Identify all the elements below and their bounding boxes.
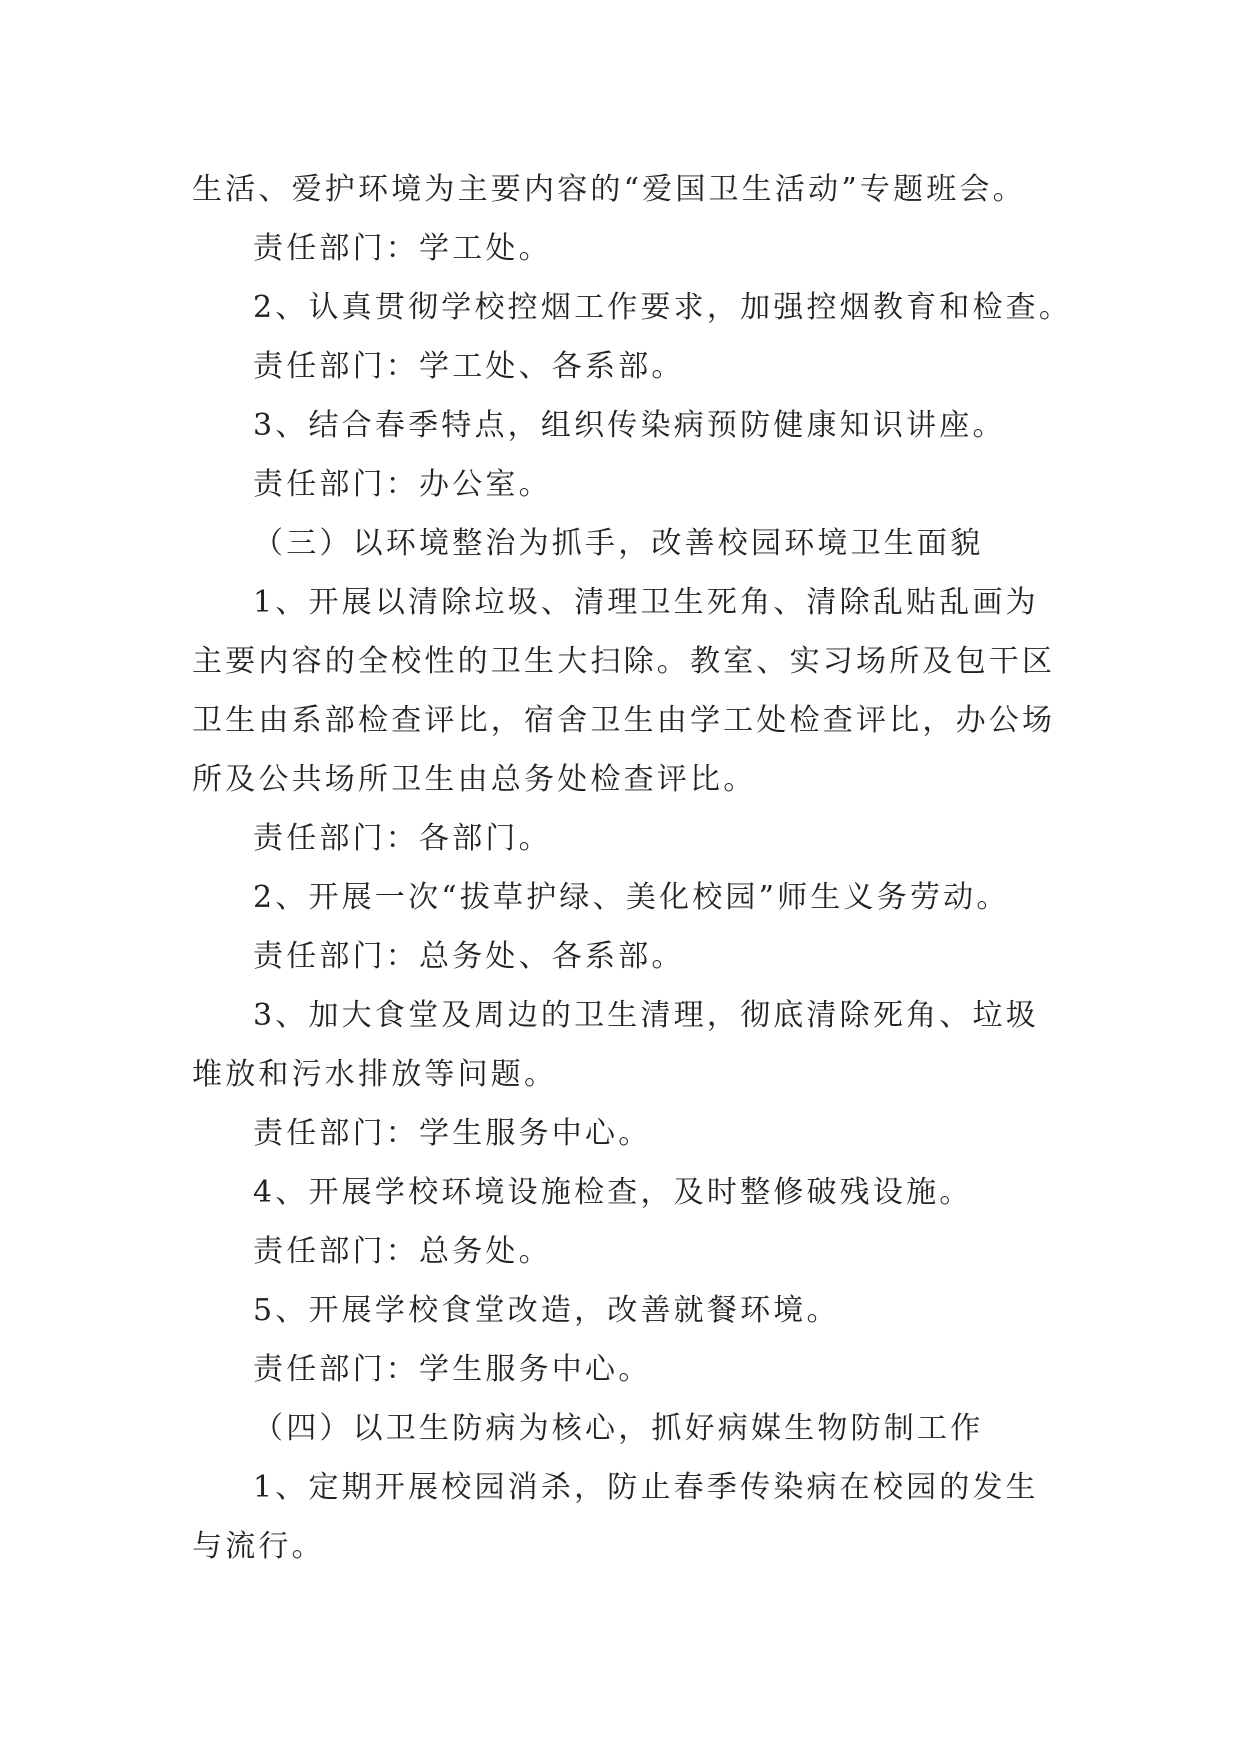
- text-line: 与流行。: [192, 1529, 325, 1564]
- text-line: 2、开展一次“拔草护绿、美化校园”师生义务劳动。: [253, 880, 1010, 915]
- text-line: 责任部门：总务处、各系部。: [253, 939, 685, 974]
- text-line: 生活、爱护环境为主要内容的“爱国卫生活动”专题班会。: [192, 172, 1026, 207]
- text-line: 主要内容的全校性的卫生大扫除。教室、实习场所及包干区: [192, 644, 1056, 679]
- text-line: 责任部门：总务处。: [253, 1234, 552, 1269]
- document-body: [192, 160, 1072, 1576]
- text-line: 责任部门：学生服务中心。: [253, 1352, 652, 1387]
- text-line: 3、结合春季特点，组织传染病预防健康知识讲座。: [253, 408, 1006, 443]
- text-line: 卫生由系部检查评比，宿舍卫生由学工处检查评比，办公场: [192, 703, 1056, 738]
- section-heading: （三）以环境整治为抓手，改善校园环境卫生面貌: [253, 526, 984, 561]
- text-line: 3、加大食堂及周边的卫生清理，彻底清除死角、垃圾: [253, 998, 1039, 1033]
- text-line: 责任部门：学工处、各系部。: [253, 349, 685, 384]
- text-line: 1、定期开展校园消杀，防止春季传染病在校园的发生: [253, 1470, 1039, 1505]
- text-line: 责任部门：各部门。: [253, 821, 552, 856]
- text-line: 2、认真贯彻学校控烟工作要求，加强控烟教育和检查。: [253, 290, 1073, 325]
- text-line: 责任部门：学生服务中心。: [253, 1116, 652, 1151]
- text-line: 4、开展学校环境设施检查，及时整修破残设施。: [253, 1175, 973, 1210]
- text-line: 责任部门：办公室。: [253, 467, 552, 502]
- text-line: 1、开展以清除垃圾、清理卫生死角、清除乱贴乱画为: [253, 585, 1039, 620]
- text-line: 责任部门：学工处。: [253, 231, 552, 266]
- section-heading: （四）以卫生防病为核心，抓好病媒生物防制工作: [253, 1411, 984, 1446]
- text-line: 所及公共场所卫生由总务处检查评比。: [192, 762, 757, 797]
- text-line: 堆放和污水排放等问题。: [192, 1057, 558, 1092]
- text-line: 5、开展学校食堂改造，改善就餐环境。: [253, 1293, 840, 1328]
